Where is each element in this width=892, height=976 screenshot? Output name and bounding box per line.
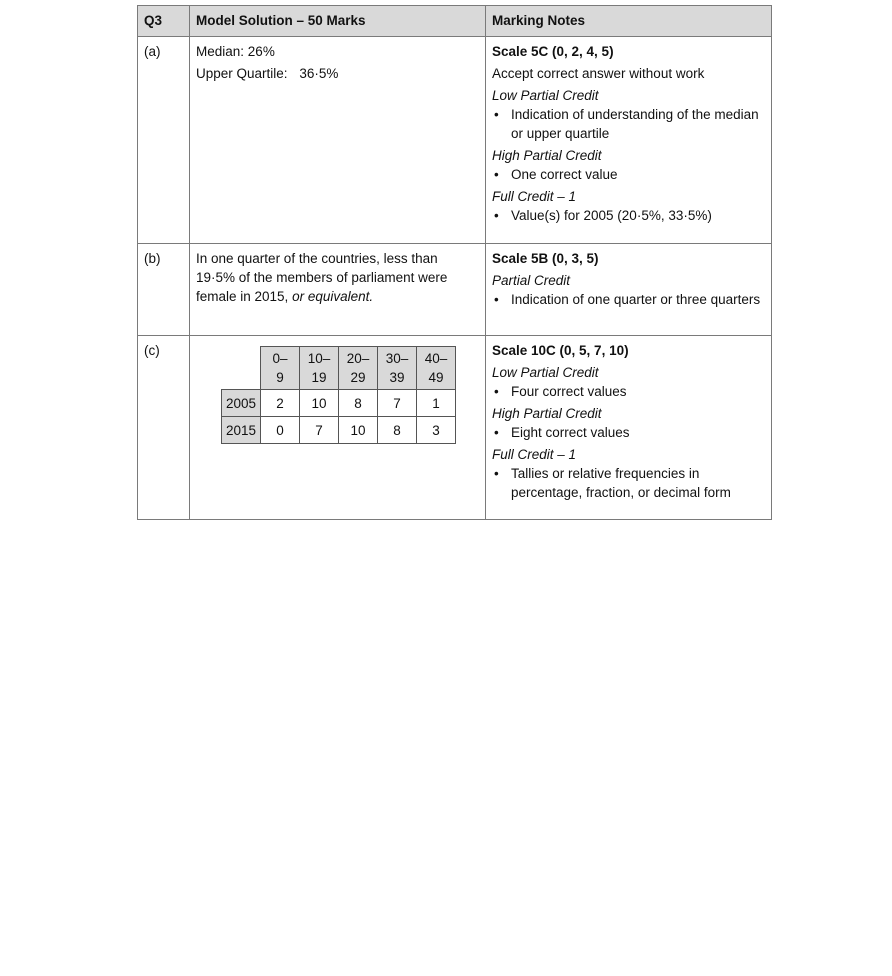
- class-interval-header: 40– 49: [417, 347, 456, 390]
- frequency-table-wrap: [221, 346, 479, 444]
- high-partial-credit-title: High Partial Credit: [492, 406, 602, 421]
- partial-credit-list: [492, 290, 765, 309]
- part-c-row: [138, 336, 772, 520]
- frequency-header-row: [222, 347, 456, 390]
- partial-credit-title: Partial Credit: [492, 273, 571, 288]
- class-interval-header: 20– 29: [339, 347, 378, 390]
- frequency-table: [221, 346, 456, 444]
- year-cell: 2005: [222, 390, 261, 417]
- scale-label: Scale 10C (0, 5, 7, 10): [492, 343, 629, 358]
- high-partial-credit-list: [492, 423, 765, 442]
- median-label: Median:: [196, 44, 245, 59]
- frequency-cell: 3: [417, 417, 456, 444]
- upper-quartile-value: 36·5%: [299, 66, 339, 81]
- frequency-cell: 10: [300, 390, 339, 417]
- part-a-row: [138, 37, 772, 244]
- scale-label: Scale 5C (0, 2, 4, 5): [492, 44, 614, 59]
- list-item: • Indication of one quarter or three quarters: [492, 290, 765, 309]
- full-credit-title: Full Credit – 1: [492, 189, 577, 204]
- marking-scheme-page: [137, 5, 772, 520]
- part-label: (a): [138, 37, 190, 244]
- frequency-row-2015: [222, 417, 456, 444]
- median-value: 26%: [247, 44, 275, 59]
- model-solution-heading: Model Solution – 50 Marks: [190, 6, 486, 37]
- part-b-row: [138, 244, 772, 336]
- question-number: Q3: [138, 6, 190, 37]
- frequency-cell: 0: [261, 417, 300, 444]
- frequency-cell: 1: [417, 390, 456, 417]
- part-label: (c): [138, 336, 190, 520]
- list-item: • Indication of understanding of the median or upper quartile: [492, 105, 765, 143]
- upper-quartile-label: Upper Quartile:: [196, 66, 288, 81]
- list-item: • One correct value: [492, 165, 765, 184]
- high-partial-credit-list: [492, 165, 765, 184]
- marking-scheme-table: [137, 5, 772, 520]
- frequency-cell: 8: [378, 417, 417, 444]
- list-item: • Value(s) for 2005 (20·5%, 33·5%): [492, 206, 765, 225]
- low-partial-credit-title: Low Partial Credit: [492, 88, 599, 103]
- class-interval-header: 0– 9: [261, 347, 300, 390]
- part-c-notes: [486, 336, 772, 520]
- full-credit-list: [492, 206, 765, 225]
- list-item: • Tallies or relative frequencies in percentage, fraction, or decimal form: [492, 464, 765, 502]
- class-interval-header: 10– 19: [300, 347, 339, 390]
- low-partial-credit-title: Low Partial Credit: [492, 365, 599, 380]
- part-b-equivalent: or equivalent.: [292, 289, 374, 304]
- part-a-solution: [190, 37, 486, 244]
- low-partial-credit-list: [492, 105, 765, 143]
- part-a-notes: [486, 37, 772, 244]
- part-b-solution: [190, 244, 486, 336]
- upper-quartile-line: [196, 64, 479, 83]
- header-row: [138, 6, 772, 37]
- low-partial-credit-list: [492, 382, 765, 401]
- scale-label: Scale 5B (0, 3, 5): [492, 251, 599, 266]
- part-b-answer: In one quarter of the countries, less than 19·5% of the members of parliament were female in 2015,: [196, 251, 448, 304]
- frequency-cell: 10: [339, 417, 378, 444]
- frequency-cell: 2: [261, 390, 300, 417]
- full-credit-list: [492, 464, 765, 502]
- part-b-notes: [486, 244, 772, 336]
- high-partial-credit-title: High Partial Credit: [492, 148, 602, 163]
- frequency-row-2005: [222, 390, 456, 417]
- accept-note: Accept correct answer without work: [492, 66, 705, 81]
- frequency-cell: 7: [300, 417, 339, 444]
- year-cell: 2015: [222, 417, 261, 444]
- part-c-solution: [190, 336, 486, 520]
- frequency-cell: 7: [378, 390, 417, 417]
- list-item: • Four correct values: [492, 382, 765, 401]
- median-line: [196, 42, 479, 61]
- marking-notes-heading: Marking Notes: [486, 6, 772, 37]
- list-item: • Eight correct values: [492, 423, 765, 442]
- frequency-cell: 8: [339, 390, 378, 417]
- class-interval-header: 30– 39: [378, 347, 417, 390]
- part-label: (b): [138, 244, 190, 336]
- full-credit-title: Full Credit – 1: [492, 447, 577, 462]
